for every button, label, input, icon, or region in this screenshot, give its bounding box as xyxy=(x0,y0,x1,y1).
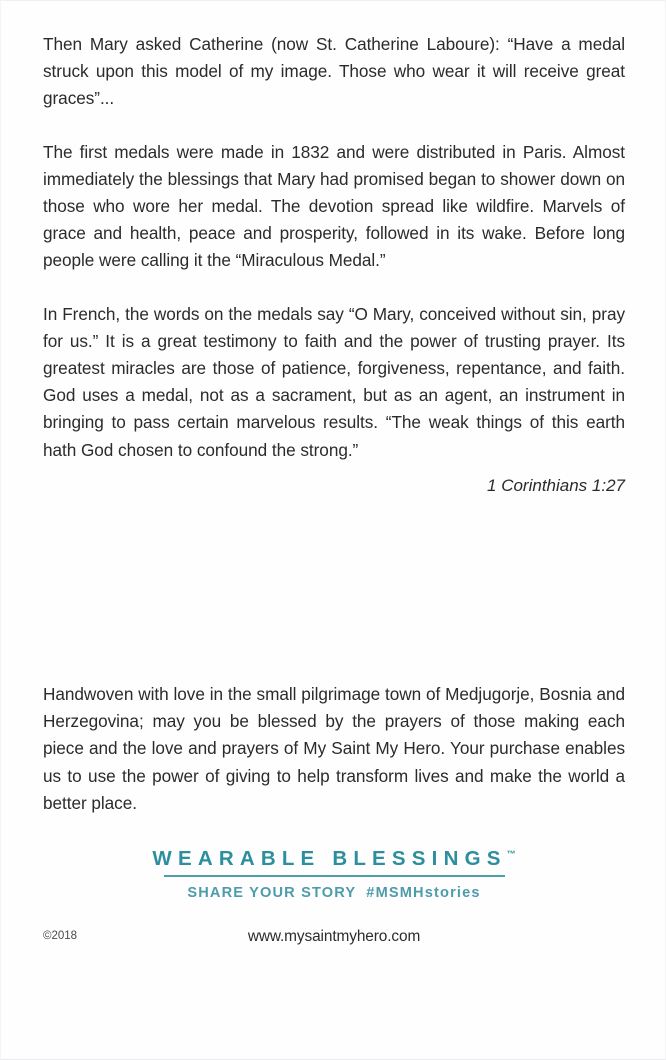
scripture-citation: 1 Corinthians 1:27 xyxy=(487,475,625,495)
paragraph-handwoven-medjugorje: Handwoven with love in the small pilgrimage town of Medjugorje, Bosnia and Herzegovina; may you be blessed by the prayers of those making each piece and the love and prayers of My Saint My Hero. Your purchase enables us to use the power of giving to help transform lives and make the world a better place. xyxy=(43,684,625,813)
page-footer xyxy=(1,926,666,948)
main-text-block xyxy=(43,31,625,499)
paragraph-medal-request: Then Mary asked Catherine (now St. Catherine Laboure): “Have a medal struck upon this model of my image. Those who wear it will receive great graces”... xyxy=(43,34,625,109)
handwoven-note-block xyxy=(43,681,625,817)
paragraph-french-words: In French, the words on the medals say “O Mary, conceived without sin, pray for us.” It is a great testimony to faith and the power of trusting prayer. Its greatest miracles are those of patience, forgiveness, repentance, and faith. God uses a medal, not as a sacrament, but as an agent, an instrument in bringing to pass certain marvelous results. “The weak things of this earth hath God chosen to confound the strong.” xyxy=(43,303,625,460)
brand-tagline xyxy=(1,884,666,903)
tagline-hashtag: #MSMHstories xyxy=(366,885,481,901)
tagline-share-your-story: SHARE YOUR STORY xyxy=(187,885,357,901)
brand-block xyxy=(1,842,666,903)
paragraph-first-medals: The first medals were made in 1832 and were distributed in Paris. Almost immediately the blessings that Mary had promised began to shower down on those who wore her medal. The devotion spread like wildfire. Marvels of grace and health, peace and prosperity, followed in its wake. Before long people were calling it the “Miraculous Medal.” xyxy=(43,141,625,271)
brand-wordmark-text: WEARABLE BLESSINGS xyxy=(152,847,507,870)
trademark-icon: ™ xyxy=(506,849,516,859)
website-url[interactable]: www.mysaintmyhero.com xyxy=(247,928,421,945)
copyright-notice: ©2018 xyxy=(43,930,78,942)
brand-wordmark xyxy=(152,842,515,871)
brand-divider-rule xyxy=(164,875,505,877)
